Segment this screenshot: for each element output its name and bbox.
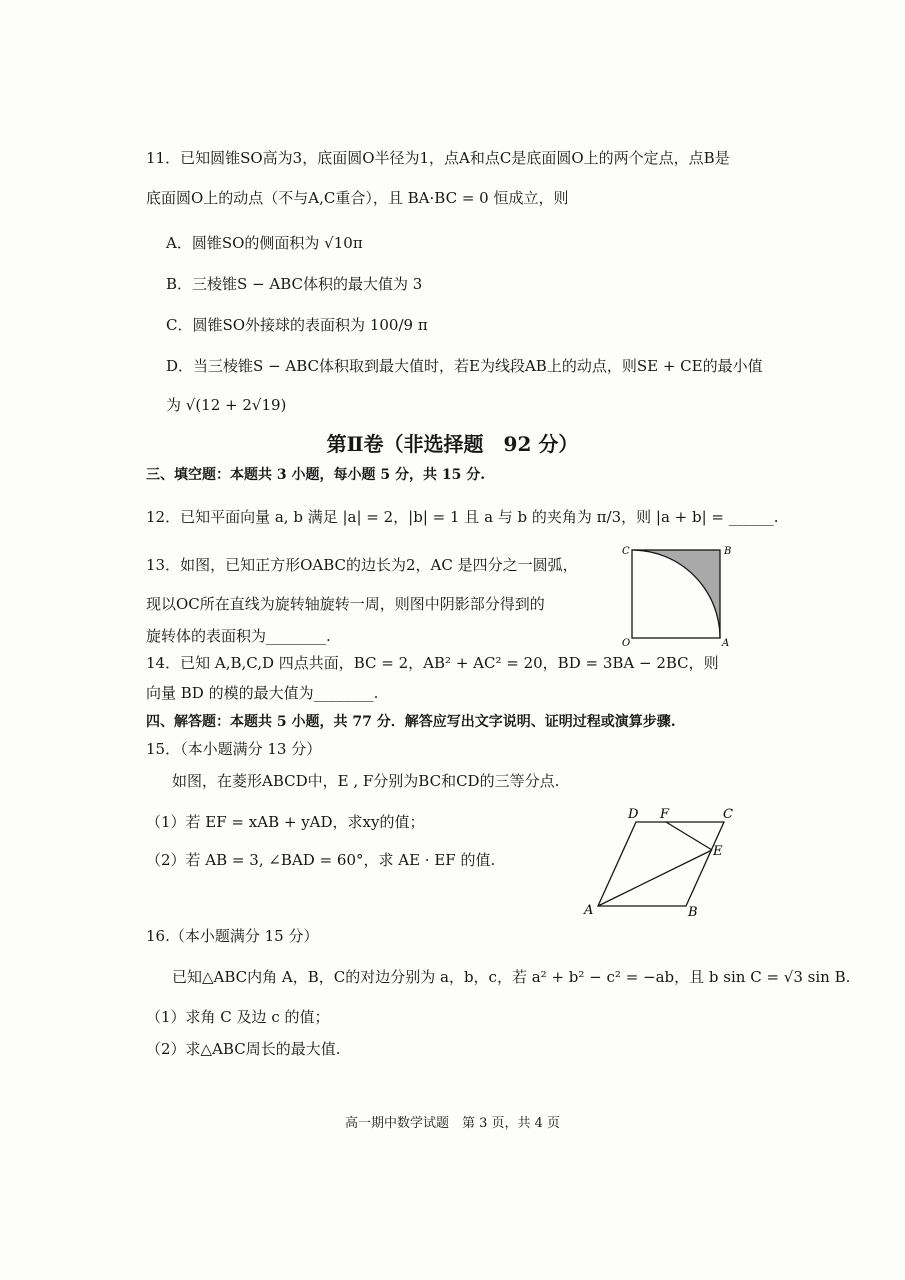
- q11-option-d-line2: 为 √(12 + 2√19): [166, 396, 287, 414]
- q13-line2: 现以OC所在直线为旋转轴旋转一周，则图中阴影部分得到的: [146, 595, 545, 613]
- q11-option-b: B．三棱锥S − ABC体积的最大值为 3: [166, 275, 423, 293]
- q15-sub1: （1）若 EF = xAB + yAD，求xy的值；: [146, 813, 425, 831]
- q16-stem: 已知△ABC内角 A，B，C的对边分别为 a，b，c，若 a² + b² − c² = −ab，且 b sin C = √3 sin B.: [172, 968, 851, 986]
- rhombus-figure: [578, 800, 748, 922]
- q13-line1: 13．如图，已知正方形OABC的边长为2，AC 是四分之一圆弧，: [146, 556, 578, 574]
- q16-sub2: （2）求△ABC周长的最大值.: [146, 1040, 341, 1058]
- section-title: 第Ⅱ卷（非选择题 92 分）: [326, 432, 579, 456]
- part4-heading: 四、解答题：本题共 5 小题，共 77 分．解答应写出文字说明、证明过程或演算步骤.: [146, 714, 676, 730]
- label-o: O: [622, 638, 631, 649]
- label-c: C: [723, 807, 733, 822]
- segment-ae: [598, 850, 712, 906]
- label-a: A: [722, 638, 730, 649]
- square-arc-figure: [612, 540, 742, 650]
- label-c: C: [622, 546, 630, 557]
- q14-line2: 向量 BD 的模的最大值为________.: [146, 684, 379, 702]
- q15-header: 15．（本小题满分 13 分）: [146, 740, 322, 758]
- label-a: A: [584, 903, 594, 918]
- segment-ef: [666, 822, 712, 850]
- q11-option-a: A．圆锥SO的侧面积为 √10π: [166, 234, 363, 252]
- label-e: E: [713, 844, 723, 859]
- q14-line1: 14．已知 A,B,C,D 四点共面，BC = 2，AB² + AC² = 20，BD = 3BA − 2BC，则: [146, 654, 719, 672]
- part3-heading: 三、填空题：本题共 3 小题，每小题 5 分，共 15 分.: [146, 467, 486, 483]
- q11-line1: 11．已知圆锥SO高为3，底面圆O半径为1，点A和点C是底面圆O上的两个定点，点B是: [146, 149, 730, 167]
- label-d: D: [628, 807, 639, 822]
- shaded-region: [632, 550, 720, 638]
- q16-header: 16.（本小题满分 15 分）: [146, 927, 319, 945]
- page-footer: 高一期中数学试题 第 3 页，共 4 页: [344, 1116, 561, 1131]
- q13-line3: 旋转体的表面积为________.: [146, 627, 331, 645]
- q15-sub2: （2）若 AB = 3, ∠BAD = 60°，求 AE · EF 的值.: [146, 851, 496, 869]
- label-b: B: [688, 905, 698, 920]
- q16-sub1: （1）求角 C 及边 c 的值；: [146, 1008, 330, 1026]
- q15-stem: 如图，在菱形ABCD中，E , F分别为BC和CD的三等分点.: [172, 772, 560, 790]
- q11-option-c: C．圆锥SO外接球的表面积为 100/9 π: [166, 316, 428, 334]
- label-b: B: [724, 546, 732, 557]
- label-f: F: [660, 807, 670, 822]
- q11-line2: 底面圆O上的动点（不与A,C重合），且 BA·BC = 0 恒成立，则: [146, 189, 569, 207]
- q12-text: 12．已知平面向量 a, b 满足 |a| = 2，|b| = 1 且 a 与 b 的夹角为 π/3，则 |a + b| = ______.: [146, 508, 779, 526]
- rhombus-abcd: [598, 822, 724, 906]
- q11-option-d-line1: D．当三棱锥S − ABC体积取到最大值时，若E为线段AB上的动点，则SE + CE的最小值: [166, 357, 763, 375]
